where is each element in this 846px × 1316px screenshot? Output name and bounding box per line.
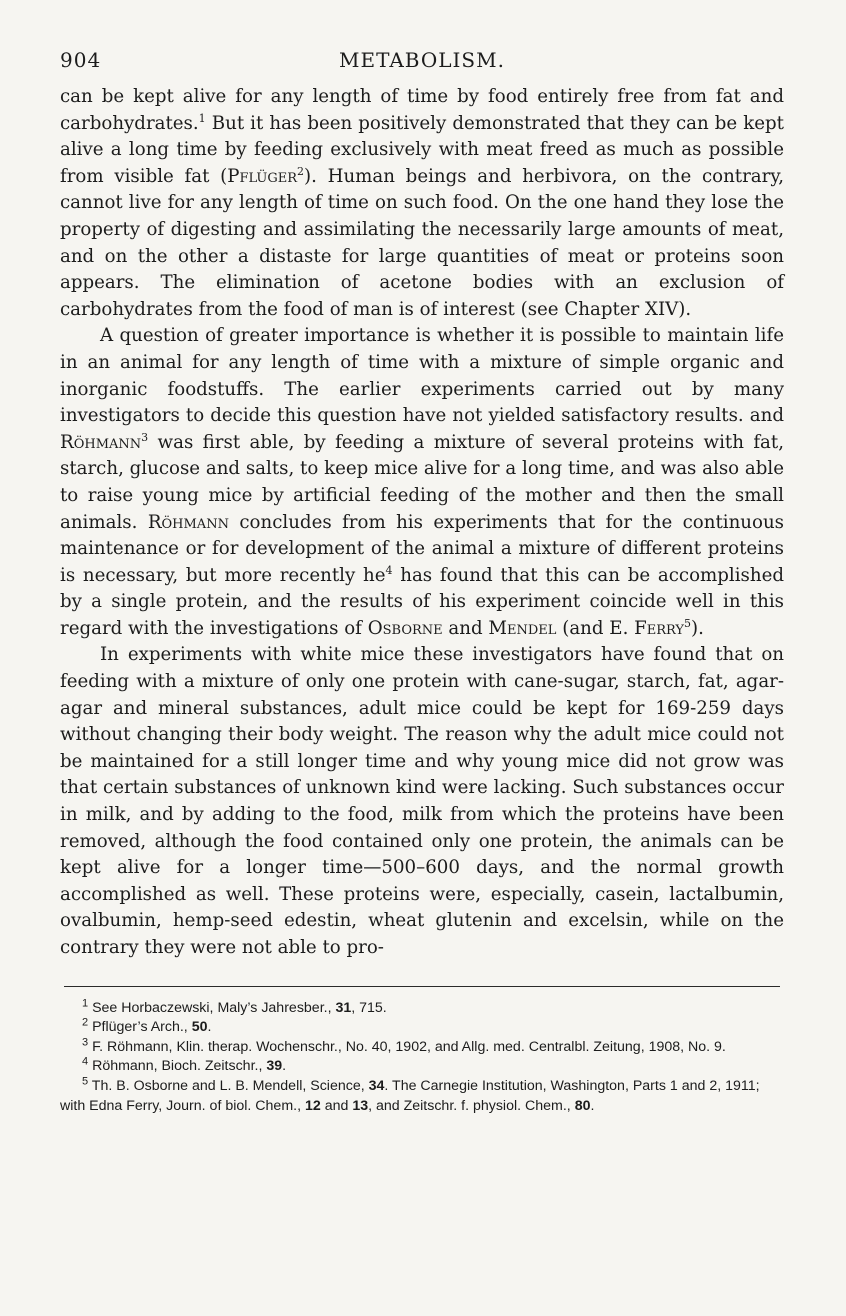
paragraph-3: In experiments with white mice these investigators have found that on feeding with a mixture of only one protein with cane-sugar, starch, fat, agar-agar and mineral substances, adult mice could be kept for 169-259 days without changing their body weight. The reason why the adult mice could not be maintained for a still longer time and why young mice did not grow was that certain substances of unknown kind were lacking. Such substances occur in milk, and by adding to the food, milk from which the proteins have been removed, although the food contained only one protein, the animals can be kept alive for a longer time—500–600 days, and the normal growth accomplished as well. These proteins were, especially, casein, lactalbumin, ovalbumin, hemp-seed edestin, wheat glutenin and excelsin, while on the contrary they were not able to pro- — [60, 644, 784, 958]
running-head: METABOLISM. — [339, 48, 505, 72]
paragraph-2: A question of greater importance is whether it is possible to maintain life in an animal for any length of time with a mixture of simple organic and inorganic foodstuffs. The earlier experiments carried out by many investigators to decide this question have not yielded satisfactory results. and Röhmann$^3$ was first able, by feeding a mixture of several proteins with fat, starch, glucose and salts, to keep mice alive for a long time, and was also able to raise young mice by artificial feeding of the mother and then the small animals. Röhmann concludes from his experiments that for the continuous maintenance or for development of the animal a mixture of different proteins is necessary, but more recently $he^4$ has found that this can be accomplished by a single protein, and the results of his experiment coincide well in this regard with the investigations of Osborne and Mendel (and E. Ferry$^5$). — [60, 325, 785, 639]
page-header — [60, 40, 784, 74]
book-page — [60, 40, 784, 1116]
footnote-ref-3: 3 — [141, 430, 149, 444]
footnote-3: $^3$ F. Röhmann, Klin. therap. Wochenschr., No. 40, 1902, and Allg. med. Centralbl. Zeitung, 1908, No. 9. — [82, 1036, 726, 1055]
footnote-1: $^1$ See Horbaczewski, Maly’s Jahresber., 31, 715. — [82, 996, 387, 1016]
page-number: 904 — [60, 48, 102, 72]
footnote-ref-1: 1 — [198, 111, 206, 125]
footnote-ref-5: 5 — [684, 616, 692, 630]
footnote-divider — [64, 986, 780, 987]
footnote-2: $^2$ Pflüger’s Arch., 50. — [82, 1016, 212, 1036]
paragraph-1: can be kept alive for any length of time by food entirely free from fat and carbohydrates.$^1$ But it has been positively demonstrated that they can be kept alive a long time by feeding exclusively with meat freed as much as possible from visible fat (Pflüger$^2$). Human beings and herbivora, on the contrary, cannot live for any length of time on such food. On the one hand they lose the property of digesting and assimilating the necessarily large amounts of meat, and on the other a distaste for large quantities of meat or proteins soon appears. The elimination of acetone bodies with an exclusion of carbohydrates from the food of man is of interest (see Chapter XIV). — [60, 86, 784, 320]
footnote-4: $^4$ Röhmann, Bioch. Zeitschr., 39. — [82, 1055, 287, 1075]
body-text — [60, 84, 784, 962]
footnotes — [60, 996, 784, 1117]
footnote-ref-2: 2 — [297, 164, 305, 178]
footnote-5: $^5$ Th. B. Osborne and L. B. Mendell, Science, 34. The Carnegie Institution, Washington, Parts 1 and 2, 1911; with Edna Ferry, Journ. of biol. Chem., 12 and 13, and Zeitschr. f. physiol. Chem., 80. — [60, 1075, 760, 1114]
footnote-ref-4: 4 — [385, 563, 393, 577]
